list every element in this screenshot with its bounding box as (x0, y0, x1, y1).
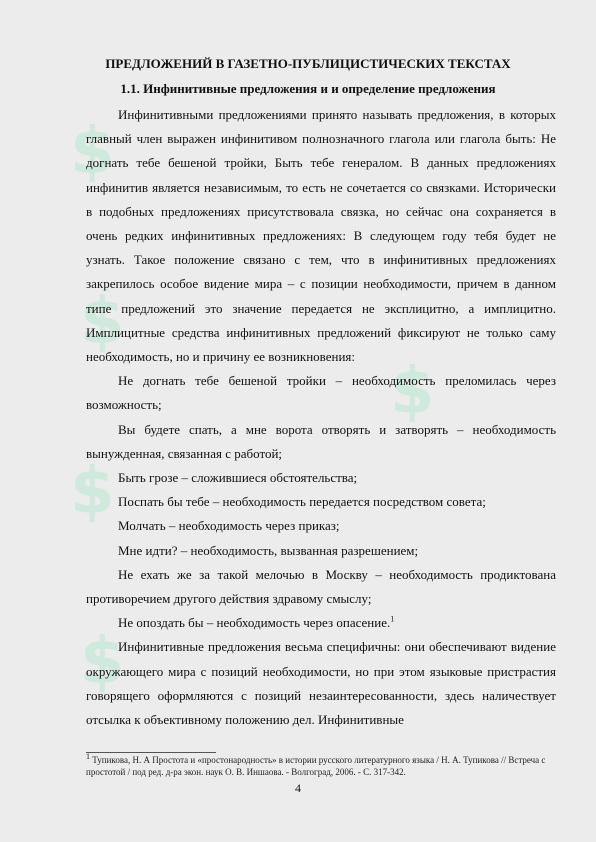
example-line: Поспать бы тебе – необходимость передается посредством совета; (118, 494, 486, 510)
watermark-symbol: $ (70, 455, 115, 529)
example-line: Молчать – необходимость через приказ; (118, 518, 340, 534)
footnote-divider (86, 752, 216, 753)
page-number: 4 (295, 781, 301, 795)
example-line: Не ехать же за такой мелочью в Москву – необходимость продиктована противоречием другого действия здравому смыслу; (86, 566, 556, 607)
paragraph: Инфинитивными предложениями принято называть предложения, в которых главный член выражен инфинитивом полнозначного глагола или глагола быть: Не догнать тебе бешеной тройки, Быть тебе генералом. В данных предложениях инфинитив является независимым, то есть не сочетается со связками. Исторически в подобных предложениях присутствовала связка, но сейчас она сохраняется в очень редких инфинитивных предложениях: В следующем году тебя будет не узнать. Такое положение связано с тем, что в инфинитивных предложениях закрепилось особое видение мира – с позиции необходимости, причем в данном типе предложений это значение передается не эксплицитно, а имплицитно. Имплицитные средства инфинитивных предложений фиксируют не только саму необходимость, но и причину ее возникновения: (86, 107, 556, 365)
footnote-reference[interactable]: 1 (390, 614, 395, 624)
watermark-symbol: $ (70, 115, 115, 189)
example-line: Быть грозе – сложившиеся обстоятельства; (118, 470, 358, 486)
example-line: Мне идти? – необходимость, вызванная разрешением; (118, 542, 419, 558)
body-text (86, 103, 556, 732)
footnote-text: Тупикова, Н. А Простота и «простонародность» в истории русского литературного языка / Н. А. Тупикова // Встреча с простотой / под ред. д-ра экон. наук О. В. Иншаова. - Волгоград, 2006. - С. 317-342. (86, 755, 546, 777)
footnote-marker: 1 (86, 752, 90, 761)
example-line: Вы будете спать, а мне ворота отворять и затворять – необходимость вынужденная, связанная с работой; (86, 421, 556, 461)
paragraph: Инфинитивные предложения весьма специфичны: они обеспечивают видение окружающего мира с позиций необходимости, но при этом языковые пристрастия говорящего оформляются с позиций незаинтересованности, здесь наличествует отсылка к объективному положению дел. Инфинитивные (86, 639, 556, 728)
watermark-symbol: $ (390, 355, 435, 429)
example-line: Не догнать тебе бешеной тройки – необходимость преломилась через возможность; (86, 373, 556, 413)
watermark-symbol: $ (80, 285, 125, 359)
chapter-title: ПРЕДЛОЖЕНИЙ В ГАЗЕТНО-ПУБЛИЦИСТИЧЕСКИХ ТЕКСТАХ (105, 56, 511, 71)
example-line (86, 611, 556, 635)
section-title: 1.1. Инфинитивные предложения и и определение предложения (120, 81, 496, 96)
footnote (86, 752, 556, 778)
example-text: Не опоздать бы – необходимость через опасение. (118, 615, 391, 631)
watermark-symbol: $ (80, 625, 125, 699)
